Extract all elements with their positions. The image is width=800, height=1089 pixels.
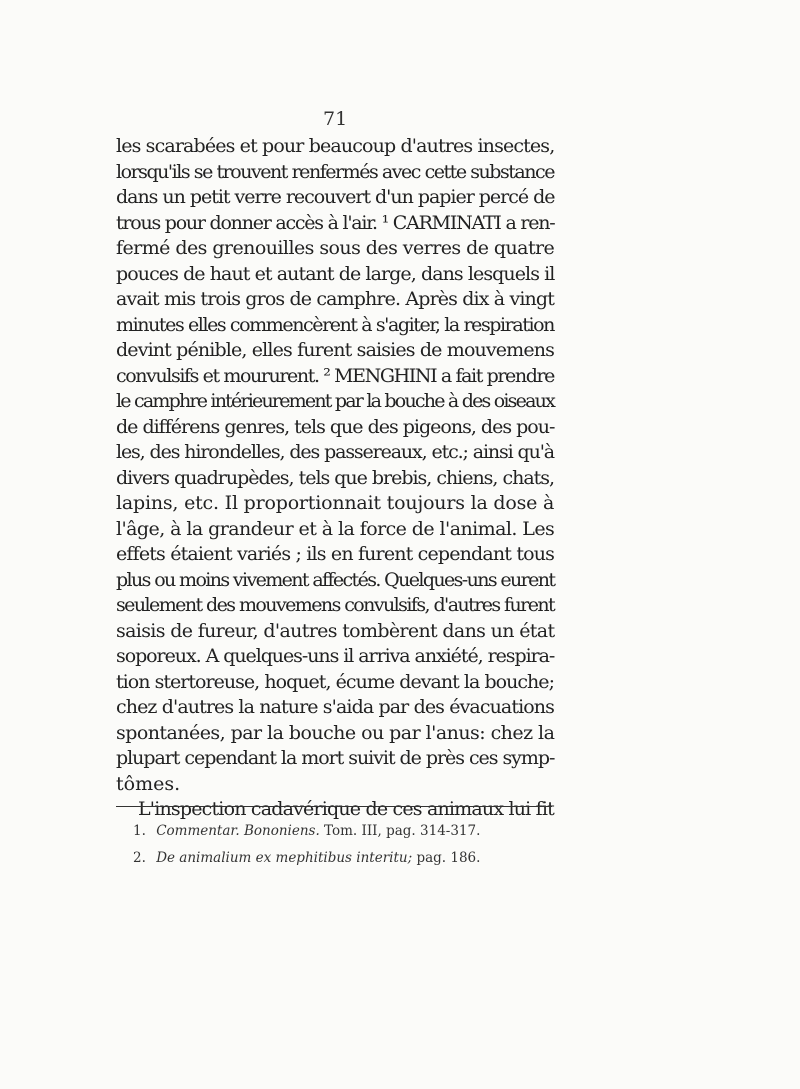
footnote-reference: pag. 186. — [416, 850, 481, 866]
text-line: les, des hirondelles, des passereaux, etc.; ainsi qu'à — [116, 441, 554, 463]
text-line: tômes. — [116, 772, 181, 795]
text-line: fermé des grenouilles sous des verres de quatre — [116, 237, 555, 259]
text-line: plupart cependant la mort suivit de près ces symp- — [116, 747, 555, 769]
text-line: convulsifs et moururent. ² MENGHINI a fait prendre — [116, 364, 554, 387]
footnote-number: 1. — [133, 823, 146, 839]
text-line: soporeux. A quelques-uns il arriva anxiété, respira- — [116, 645, 555, 667]
text-line: seulement des mouvemens convulsifs, d'autres furent — [116, 594, 555, 616]
body-text — [116, 134, 554, 823]
text-line: le camphre intérieurement par la bouche à des oiseaux — [116, 390, 554, 412]
text-line: avait mis trois gros de camphre. Après dix à vingt — [116, 288, 554, 310]
text-line: saisis de fureur, d'autres tombèrent dans un état — [116, 619, 555, 642]
text-line: tion stertoreuse, hoquet, écume devant la bouche; — [116, 670, 554, 693]
text-line: de différens genres, tels que des pigeons, des pou- — [116, 415, 555, 438]
footnote-reference: Tom. III, pag. 314-317. — [324, 823, 481, 839]
footnotes — [133, 818, 553, 872]
footnote — [133, 845, 553, 872]
text-line: pouces de haut et autant de large, dans lesquels il — [116, 262, 555, 285]
text-line: lapins, etc. Il proportionnait toujours la dose à — [116, 492, 555, 514]
text-line: chez d'autres la nature s'aida par des évacuations — [116, 696, 554, 718]
text-line: effets étaient variés ; ils en furent cependant tous — [116, 543, 555, 565]
text-line: L'inspection cadavérique de ces animaux lui fit — [138, 798, 554, 820]
footnote-divider — [116, 806, 552, 807]
text-line: plus ou moins vivement affectés. Quelques-uns eurent — [116, 568, 555, 591]
footnote-number: 2. — [133, 850, 146, 866]
text-line: dans un petit verre recouvert d'un papier percé de — [116, 186, 555, 208]
text-line: lorsqu'ils se trouvent renfermés avec cette substance — [116, 160, 554, 183]
footnote-source-title: De animalium ex mephitibus interitu; — [156, 850, 413, 866]
text-line: les scarabées et pour beaucoup d'autres insectes, — [116, 135, 555, 157]
footnote — [133, 818, 553, 845]
text-line: minutes elles commencèrent à s'agiter, la respiration — [116, 313, 554, 336]
text-line: spontanées, par la bouche ou par l'anus: chez la — [116, 721, 555, 744]
text-line: trous pour donner accès à l'air. ¹ CARMINATI a ren- — [116, 211, 555, 234]
text-line: devint pénible, elles furent saisies de mouvemens — [116, 339, 554, 361]
page-number: 71 — [323, 108, 348, 130]
text-line: divers quadrupèdes, tels que brebis, chiens, chats, — [116, 466, 554, 489]
footnote-source-title: Commentar. Bononiens. — [156, 823, 320, 839]
text-line: l'âge, à la grandeur et à la force de l'animal. Les — [116, 517, 555, 540]
